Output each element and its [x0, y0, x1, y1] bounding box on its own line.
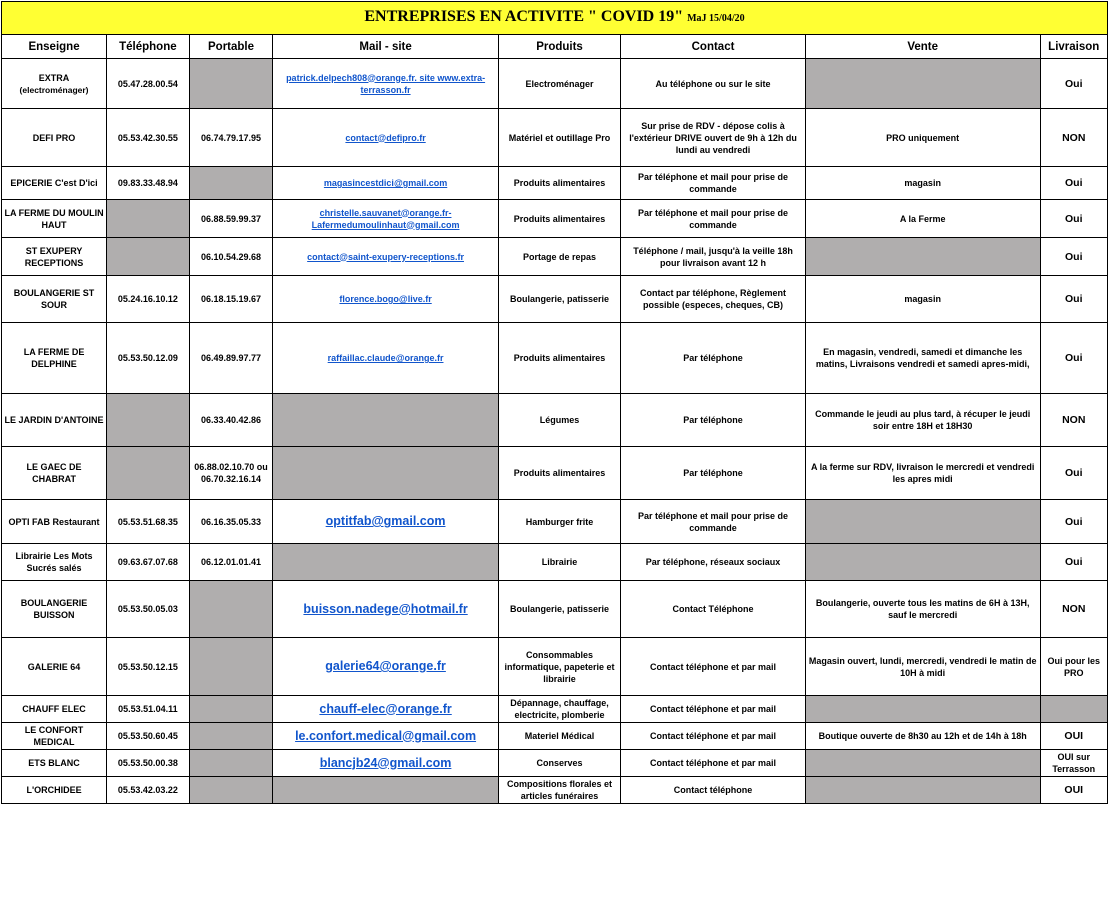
cell-produits: Electroménager	[498, 59, 620, 109]
table-row	[2, 696, 1108, 723]
cell-telephone	[107, 394, 190, 447]
cell-produits: Hamburger frite	[498, 500, 620, 544]
cell-enseigne	[2, 447, 107, 500]
cell-mail	[273, 109, 498, 167]
cell-contact: Contact Téléphone	[621, 581, 806, 638]
cell-livraison: NON	[1040, 394, 1108, 447]
cell-portable: 06.16.35.05.33	[189, 500, 273, 544]
cell-enseigne	[2, 750, 107, 777]
cell-mail	[273, 167, 498, 200]
cell-produits: Dépannage, chauffage, electricite, plomberie	[498, 696, 620, 723]
cell-enseigne	[2, 276, 107, 323]
cell-contact: Contact téléphone et par mail	[621, 696, 806, 723]
cell-telephone: 05.53.51.68.35	[107, 500, 190, 544]
cell-portable	[189, 59, 273, 109]
enseigne-name: BOULANGERIE ST SOUR	[13, 288, 95, 310]
enseigne-name: EPICERIE C'est D'ici	[10, 178, 98, 188]
table-row	[2, 394, 1108, 447]
mail-link[interactable]: chauff-elec@orange.fr	[319, 701, 452, 716]
cell-contact: Contact téléphone et par mail	[621, 638, 806, 696]
cell-portable	[189, 581, 273, 638]
enseigne-name: DEFI PRO	[32, 132, 76, 143]
cell-livraison: Oui	[1040, 167, 1108, 200]
cell-produits: Boulangerie, patisserie	[498, 581, 620, 638]
cell-mail	[273, 581, 498, 638]
cell-produits: Légumes	[498, 394, 620, 447]
header-enseigne: Enseigne	[2, 35, 107, 59]
table-row	[2, 638, 1108, 696]
header-livraison: Livraison	[1040, 35, 1108, 59]
cell-mail	[273, 696, 498, 723]
cell-enseigne	[2, 109, 107, 167]
cell-mail	[273, 323, 498, 394]
cell-portable: 06.49.89.97.77	[189, 323, 273, 394]
cell-mail	[273, 59, 498, 109]
mail-link[interactable]: galerie64@orange.fr	[325, 659, 446, 673]
cell-mail	[273, 750, 498, 777]
cell-vente	[805, 500, 1040, 544]
enseigne-name: LE CONFORT MEDICAL	[24, 725, 84, 747]
cell-contact: Contact par téléphone, Règlement possible (especes, cheques, CB)	[621, 276, 806, 323]
cell-vente: A la Ferme	[805, 200, 1040, 238]
cell-produits: Conserves	[498, 750, 620, 777]
cell-telephone	[107, 200, 190, 238]
cell-mail	[273, 723, 498, 750]
cell-portable: 06.88.59.99.37	[189, 200, 273, 238]
cell-contact: Par téléphone	[621, 394, 806, 447]
cell-contact: Contact téléphone et par mail	[621, 750, 806, 777]
cell-contact: Par téléphone et mail pour prise de commande	[621, 500, 806, 544]
header-telephone: Téléphone	[107, 35, 190, 59]
mail-link[interactable]: patrick.delpech808@orange.fr. site www.extra-terrasson.fr	[286, 72, 486, 95]
cell-livraison: OUI	[1040, 777, 1108, 804]
cell-mail	[273, 238, 498, 276]
cell-produits: Boulangerie, patisserie	[498, 276, 620, 323]
table-row	[2, 723, 1108, 750]
cell-vente	[805, 544, 1040, 581]
cell-livraison: OUI	[1040, 723, 1108, 750]
cell-telephone: 09.63.67.07.68	[107, 544, 190, 581]
cell-telephone	[107, 447, 190, 500]
mail-link[interactable]: raffaillac.claude@orange.fr	[327, 353, 444, 363]
cell-enseigne	[2, 777, 107, 804]
cell-portable	[189, 723, 273, 750]
table-row	[2, 750, 1108, 777]
cell-contact: Par téléphone	[621, 447, 806, 500]
cell-produits: Matériel et outillage Pro	[498, 109, 620, 167]
table-row	[2, 59, 1108, 109]
cell-portable	[189, 777, 273, 804]
mail-link[interactable]: buisson.nadege@hotmail.fr	[303, 601, 468, 616]
mail-link[interactable]: blancjb24@gmail.com	[319, 755, 452, 770]
cell-vente	[805, 777, 1040, 804]
cell-telephone: 05.53.42.30.55	[107, 109, 190, 167]
cell-enseigne	[2, 167, 107, 200]
cell-enseigne	[2, 500, 107, 544]
cell-telephone: 05.53.50.12.09	[107, 323, 190, 394]
mail-link[interactable]: florence.bogo@live.fr	[339, 294, 432, 304]
cell-livraison: OUI sur Terrasson	[1040, 750, 1108, 777]
cell-mail	[273, 500, 498, 544]
cell-contact: Par téléphone et mail pour prise de commande	[621, 167, 806, 200]
enseigne-name: ST EXUPERY RECEPTIONS	[24, 245, 84, 268]
cell-produits: Portage de repas	[498, 238, 620, 276]
table-row	[2, 238, 1108, 276]
cell-vente: Commande le jeudi au plus tard, à récuper le jeudi soir entre 18H et 18H30	[805, 394, 1040, 447]
cell-vente	[805, 59, 1040, 109]
cell-vente	[805, 750, 1040, 777]
cell-telephone: 09.83.33.48.94	[107, 167, 190, 200]
enseigne-name: OPTI FAB Restaurant	[8, 516, 100, 527]
cell-telephone: 05.24.16.10.12	[107, 276, 190, 323]
cell-telephone	[107, 238, 190, 276]
cell-produits: Produits alimentaires	[498, 447, 620, 500]
update-date: MaJ 15/04/20	[687, 13, 745, 24]
enseigne-name: LA FERME DE DELPHINE	[23, 347, 85, 369]
cell-mail	[273, 777, 498, 804]
header-mail: Mail - site	[273, 35, 498, 59]
cell-enseigne	[2, 323, 107, 394]
cell-portable: 06.33.40.42.86	[189, 394, 273, 447]
cell-produits: Produits alimentaires	[498, 167, 620, 200]
header-produits: Produits	[498, 35, 620, 59]
cell-vente: Boutique ouverte de 8h30 au 12h et de 14h à 18h	[805, 723, 1040, 750]
header-vente: Vente	[805, 35, 1040, 59]
enseigne-subtitle: (electroménager)	[19, 84, 89, 95]
cell-mail	[273, 394, 498, 447]
cell-vente: magasin	[805, 276, 1040, 323]
cell-enseigne	[2, 638, 107, 696]
cell-portable: 06.18.15.19.67	[189, 276, 273, 323]
cell-enseigne	[2, 238, 107, 276]
cell-enseigne	[2, 200, 107, 238]
enseigne-name: L'ORCHIDEE	[26, 785, 82, 795]
cell-contact: Par téléphone et mail pour prise de commande	[621, 200, 806, 238]
cell-livraison: Oui pour les PRO	[1040, 638, 1108, 696]
cell-telephone: 05.53.50.12.15	[107, 638, 190, 696]
cell-telephone: 05.53.42.03.22	[107, 777, 190, 804]
cell-produits: Produits alimentaires	[498, 323, 620, 394]
cell-contact: Par téléphone, réseaux sociaux	[621, 544, 806, 581]
cell-vente	[805, 238, 1040, 276]
cell-produits: Materiel Médical	[498, 723, 620, 750]
cell-vente: A la ferme sur RDV, livraison le mercredi et vendredi les apres midi	[805, 447, 1040, 500]
cell-enseigne	[2, 59, 107, 109]
cell-contact: Sur prise de RDV - dépose colis à l'extérieur DRIVE ouvert de 9h à 12h du lundi au vendredi	[621, 109, 806, 167]
enseigne-name: ETS BLANC	[28, 758, 80, 768]
cell-livraison: Oui	[1040, 276, 1108, 323]
cell-vente: Boulangerie, ouverte tous les matins de 6H à 13H, sauf le mercredi	[805, 581, 1040, 638]
mail-link[interactable]: le.confort.medical@gmail.com	[295, 728, 477, 743]
cell-vente	[805, 696, 1040, 723]
enseigne-name: EXTRA	[38, 72, 70, 83]
cell-produits: Compositions florales et articles funéraires	[498, 777, 620, 804]
enseigne-name: GALERIE 64	[27, 661, 81, 672]
cell-livraison: NON	[1040, 109, 1108, 167]
cell-contact: Téléphone / mail, jusqu'à la veille 18h pour livraison avant 12 h	[621, 238, 806, 276]
cell-telephone: 05.53.50.05.03	[107, 581, 190, 638]
cell-livraison: Oui	[1040, 544, 1108, 581]
cell-portable	[189, 638, 273, 696]
cell-mail	[273, 544, 498, 581]
table-row	[2, 581, 1108, 638]
cell-portable	[189, 696, 273, 723]
cell-portable: 06.74.79.17.95	[189, 109, 273, 167]
cell-portable	[189, 750, 273, 777]
cell-vente: PRO uniquement	[805, 109, 1040, 167]
cell-enseigne	[2, 394, 107, 447]
table-row	[2, 200, 1108, 238]
enseigne-name: LE GAEC DE CHABRAT	[26, 462, 82, 484]
cell-mail	[273, 276, 498, 323]
cell-telephone: 05.53.50.00.38	[107, 750, 190, 777]
mail-link[interactable]: contact@saint-exupery-receptions.fr	[307, 251, 464, 262]
header-contact: Contact	[621, 35, 806, 59]
enseigne-name: LE JARDIN D'ANTOINE	[4, 415, 104, 425]
table-body	[2, 59, 1108, 804]
table-row	[2, 777, 1108, 804]
header-portable: Portable	[189, 35, 273, 59]
table-row	[2, 544, 1108, 581]
cell-telephone: 05.47.28.00.54	[107, 59, 190, 109]
cell-mail	[273, 447, 498, 500]
cell-portable: 06.88.02.10.70 ou 06.70.32.16.14	[189, 447, 273, 500]
mail-link[interactable]: contact@defipro.fr	[345, 132, 426, 143]
cell-produits: Produits alimentaires	[498, 200, 620, 238]
enseigne-name: CHAUFF ELEC	[22, 704, 86, 714]
cell-enseigne	[2, 723, 107, 750]
cell-telephone: 05.53.50.60.45	[107, 723, 190, 750]
title-main: ENTREPRISES EN ACTIVITE " COVID 19"	[364, 8, 684, 25]
cell-produits: Consommables informatique, papeterie et librairie	[498, 638, 620, 696]
mail-link[interactable]: optitfab@gmail.com	[325, 514, 446, 528]
cell-contact: Par téléphone	[621, 323, 806, 394]
cell-livraison: Oui	[1040, 59, 1108, 109]
cell-vente: En magasin, vendredi, samedi et dimanche les matins, Livraisons vendredi et samedi apres-midi,	[805, 323, 1040, 394]
cell-enseigne	[2, 581, 107, 638]
table-row	[2, 323, 1108, 394]
cell-livraison	[1040, 696, 1108, 723]
table-row	[2, 109, 1108, 167]
cell-contact: Contact téléphone et par mail	[621, 723, 806, 750]
enseigne-name: Librairie Les Mots Sucrés salés	[15, 551, 93, 573]
cell-mail	[273, 200, 498, 238]
table-row	[2, 276, 1108, 323]
mail-link[interactable]: magasincestdici@gmail.com	[323, 178, 448, 188]
cell-livraison: NON	[1040, 581, 1108, 638]
cell-contact: Contact téléphone	[621, 777, 806, 804]
businesses-table	[1, 1, 1108, 804]
cell-vente: Magasin ouvert, lundi, mercredi, vendredi le matin de 10H à midi	[805, 638, 1040, 696]
cell-mail	[273, 638, 498, 696]
cell-livraison: Oui	[1040, 500, 1108, 544]
cell-livraison: Oui	[1040, 200, 1108, 238]
cell-portable: 06.12.01.01.41	[189, 544, 273, 581]
page-title	[2, 2, 1108, 35]
cell-telephone: 05.53.51.04.11	[107, 696, 190, 723]
cell-portable: 06.10.54.29.68	[189, 238, 273, 276]
cell-portable	[189, 167, 273, 200]
table-row	[2, 500, 1108, 544]
cell-vente: magasin	[805, 167, 1040, 200]
enseigne-name: LA FERME DU MOULIN HAUT	[4, 207, 104, 230]
cell-livraison: Oui	[1040, 323, 1108, 394]
cell-produits: Librairie	[498, 544, 620, 581]
table-row	[2, 447, 1108, 500]
cell-livraison: Oui	[1040, 238, 1108, 276]
enseigne-name: BOULANGERIE BUISSON	[20, 598, 88, 620]
cell-livraison: Oui	[1040, 447, 1108, 500]
mail-link[interactable]: christelle.sauvanet@orange.fr- Lafermedumoulinhaut@gmail.com	[311, 207, 460, 230]
cell-enseigne	[2, 696, 107, 723]
cell-enseigne	[2, 544, 107, 581]
cell-contact: Au téléphone ou sur le site	[621, 59, 806, 109]
table-row	[2, 167, 1108, 200]
